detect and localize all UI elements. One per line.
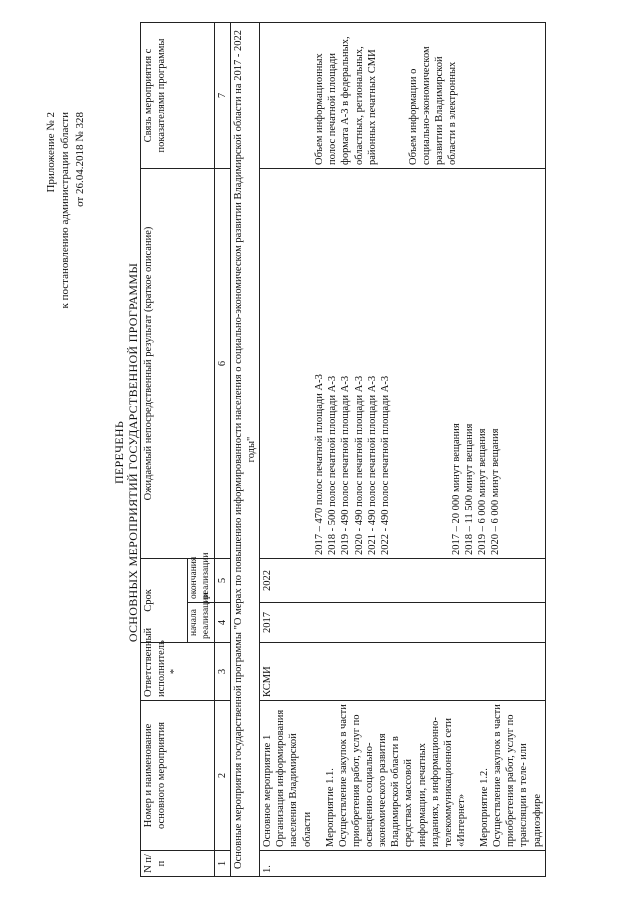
events-table [140, 22, 546, 877]
sub-event-name: Осуществление закупок в части приобретения работ, услуг по освещению социально-экономического развития Владимирской области в средствах массовой информации, печатных изданиях, в информационно-телекоммуникационной сети «Интернет» [337, 704, 467, 847]
table-row [260, 23, 546, 877]
header-result: Ожидаемый непосредственный результат (краткое описание) [141, 168, 215, 558]
row-name-cell [260, 701, 546, 851]
sub-event-label: Мероприятие 1.2. [479, 768, 490, 847]
result-line: 2017 – 20 000 минут вещания [450, 423, 462, 555]
column-number: 5 [214, 558, 230, 602]
sub-event-label: Мероприятие 1.1. [324, 768, 336, 847]
column-number: 7 [214, 23, 230, 169]
result-line: 2019 - 490 полос печатной площади А-3 [340, 375, 352, 555]
row-link-cell [260, 23, 546, 169]
main-event-name: Организация информирования населения Владимирской области [275, 709, 313, 847]
column-number-row [214, 23, 230, 877]
result-line: 2020 – 6 000 минут вещания [490, 428, 502, 555]
appendix-line-3: от 26.04.2018 № 328 [73, 112, 86, 207]
appendix-note [44, 112, 87, 309]
result-line: 2017 – 470 полос печатной площади А-3 [314, 374, 326, 555]
header-start: начала реализации [188, 603, 215, 643]
result-line: 2018 - 500 полос печатной площади А-3 [327, 375, 339, 555]
column-number: 1 [214, 851, 230, 877]
result-line: 2020 - 490 полос печатной площади А-3 [353, 375, 365, 555]
row-executor: КСМИ [260, 643, 546, 701]
column-number: 6 [214, 168, 230, 558]
appendix-line-2: к постановлению администрации области [59, 112, 72, 309]
header-num: N п/п [141, 851, 215, 877]
document-subtitle: ОСНОВНЫХ МЕРОПРИЯТИЙ ГОСУДАРСТВЕННОЙ ПРОГРАММЫ [126, 262, 140, 643]
link-text: Объем информационных полос печатной площади формата А-3 в федеральных, областных, региональных, районных печатных СМИ [314, 36, 378, 165]
link-text: Объем информации о социально-экономическом развитии Владимирской области в электронных [407, 46, 459, 165]
sub-event-name: Осуществление закупок в части приобретения работ, услуг по трансляции в теле- или радиоэфире [492, 704, 543, 847]
result-line: 2021 - 490 полос печатной площади А-3 [366, 375, 378, 555]
header-term: Срок [141, 558, 188, 642]
header-row [141, 23, 188, 877]
document-title: ПЕРЕЧЕНЬ [112, 420, 126, 485]
header-name: Номер и наименование основного мероприятия [141, 701, 215, 851]
header-executor: Ответственный исполнитель * [141, 643, 215, 701]
appendix-line-1: Приложение № 2 [45, 112, 57, 193]
header-end: окончания реализации [188, 558, 215, 602]
result-line: 2022 - 490 полос печатной площади А-3 [379, 375, 391, 555]
header-link: Связь мероприятия с показателями программы [141, 23, 215, 169]
row-start: 2017 [260, 603, 546, 643]
row-num: 1. [260, 851, 546, 877]
programme-row [230, 23, 259, 877]
column-number: 2 [214, 701, 230, 851]
row-result-cell [260, 168, 546, 558]
main-event-label: Основное мероприятие 1 [262, 734, 274, 847]
result-line: 2019 – 6 000 минут вещания [477, 428, 489, 555]
result-line: 2018 – 11 500 минут вещания [464, 423, 475, 555]
column-number: 4 [214, 603, 230, 643]
column-number: 3 [214, 643, 230, 701]
row-end: 2022 [260, 558, 546, 602]
programme-title: Основные мероприятия государственной программы "О мерах по повышению информированности населения о социально-экономическом развитии Владимирской области на 2017 - 2022 годы" [230, 23, 259, 877]
